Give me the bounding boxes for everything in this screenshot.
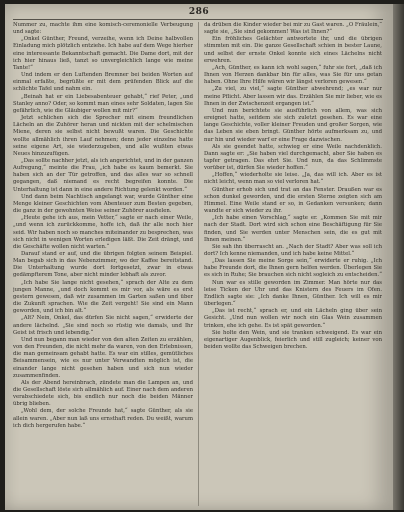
paragraph: „Ich habe einen Vorschlag,“ sagte er. „Kommen Sie mit mir nach der Stadt. Dort wird sich schon eine Beschäftigung für Sie finden, und Sie werden unter Menschen sein, die es gut mit Ihnen meinen.“ (204, 215, 382, 243)
paragraph: „Ich habe Sie lange nicht gesehen,“ sprach der Alte zu dem jungen Manne, „und doch kommt es mir vor, als wäre es erst gestern gewesen, daß wir zusammen im Garten saßen und über die Zukunft sprachen. Wie die Zeit vergeht! Sie sind ein Mann geworden, und ich bin alt.“ (13, 279, 193, 315)
book-spine (393, 4, 404, 510)
paragraph: „Wohl dem, der solche Freunde hat,“ sagte Günther, als sie allein waren. „Aber nun laß uns ernsthaft reden. Du weißt, warum ich dich hergerufen habe.“ (13, 408, 193, 429)
paragraph: Sie sah ihn überrascht an. „Nach der Stadt? Aber was soll ich dort? Ich kenne niemanden, und ich habe keine Mittel.“ (204, 243, 382, 257)
paragraph: Darauf stand er auf, und die übrigen folgten seinem Beispiel. Man begab sich in das Nebenzimmer, wo der Kaffee bereitstand. Die Unterhaltung wurde dort fortgesetzt, zwar in etwas gedämpfterem Tone, aber nicht minder lebhaft als zuvor. (13, 251, 193, 279)
paragraph: „Onkel Günther, Freund, verzeihe, wenn ich Deine halbvollen Einladung mich plötzlich entziehe. Ich habe auf dem Wege hierher eine interessante Bekanntschaft gemacht. Die Dame dort, mit der ich hier hinaus ließ, tanzt so unvergleichlich lange wie meine Tante!“ (13, 36, 193, 71)
paragraph: Nummer zu, machte ihm eine komisch-ceremonielle Verbeugung und sagte: (13, 22, 193, 36)
paragraph: Nun war es stille geworden im Zimmer. Man hörte nur das leise Ticken der Uhr und das Knistern des Feuers im Ofen. Endlich sagte sie: „Ich danke Ihnen, Günther. Ich will es mir überlegen.“ (204, 279, 382, 308)
paragraph: Sie holte den Wein, und sie tranken schweigend. Es war ein eigenartiger Augenblick, feierlich und still zugleich; keiner von beiden wollte das Schweigen brechen. (204, 329, 382, 351)
paragraph: Und dann beim Nachtisch angelangt war, wurde Günther eine Menge kleiner Geschichten vom Abenteuer zum Besten gegeben, die ganz in der gewohnten Weise seiner Zuhörer ausfielen. (13, 193, 193, 215)
paragraph: „Beinah hat er ein Liebesabenteuer gehabt,“ rief Peter, „und Stanley anno? Oder, so kommt man eines sehr Soldaten, lagen Sie gefährlich, wie die Gläubiger wollen mit mir?“ (13, 93, 193, 114)
left-column (13, 22, 193, 508)
paragraph: „Das sollte nachher jetzt, als ich angerichtet, und in der ganzen Aufregung,“ meinte die Frau, „ich habe es kaum bemerkt. Sie haben sich an der Tür getroffen, und das alles war so schnell gegangen, daß niemand es recht begreifen konnte. Die Unterhaltung ist dann in eine andere Richtung gelenkt worden.“ (13, 157, 193, 193)
paragraph: da drüben die Kinder wieder bei mir zu Gast waren. „O Fräulein,“ sagte sie, „Sie sind gekommen! Was ist Ihnen?“ (204, 22, 382, 36)
paragraph: Und indem er den Luftenden Bremner bei beiden Worten auf einmal erfaßte, begrüßte er mit dem prüfenden Blick auf die schlichte Tafel und nahm ein. (13, 72, 193, 93)
right-column (204, 22, 382, 508)
paragraph: „Hoffen,“ wiederholte sie leise. „Ja, das will ich. Aber es ist nicht leicht, wenn man so viel verloren hat.“ (204, 172, 382, 186)
paragraph: Ein fröhliches Gelächter antwortete ihr, und die übrigen stimmten mit ein. Die ganze Gesellschaft schien in bester Laune, und selbst der ernste Onkel konnte sich eines Lächelns nicht erwehren. (204, 36, 382, 64)
paragraph: Und nun berichtete sie ausführlich von allem, was sich ereignet hatte, seitdem sie sich zuletzt gesehen. Es war eine lange Geschichte, voller kleiner Freuden und großer Sorgen, wie das Leben sie eben bringt. Günther hörte aufmerksam zu, und nur hin und wieder warf er eine Frage dazwischen. (204, 107, 382, 143)
paragraph: „Ach, Günther, es kann ich wohl sagen,“ fuhr sie fort, „daß ich Ihnen von Herzen dankbar bin für alles, was Sie für uns getan haben. Ohne Ihre Hilfe wären wir längst verloren gewesen.“ (204, 64, 382, 86)
paragraph: Und nun begann man wieder von den alten Zeiten zu erzählen, von den Freunden, die nicht mehr da waren, von den Erlebnissen, die man gemeinsam gehabt hatte. Es war ein stilles, gemütliches Beisammensein, wie es nur unter Verwandten möglich ist, die einander lange nicht gesehen haben und sich nun wieder zusammenfinden. (13, 336, 193, 379)
paragraph: „Das ist recht,“ sprach er, und ein Lächeln ging über sein Gesicht. „Und nun wollen wir noch ein Glas Wein zusammen trinken, ehe ich gehe. Es ist spät geworden.“ (204, 308, 382, 329)
page-number: 286 (188, 7, 210, 17)
book-page (5, 4, 393, 510)
paragraph: „Das lassen Sie meine Sorge sein,“ erwiderte er ruhig. „Ich habe Freunde dort, die Ihnen gern helfen werden. Überlegen Sie es sich in Ruhe; Sie brauchen sich nicht sogleich zu entscheiden.“ (204, 258, 382, 279)
paragraph: „Zu viel, zu viel,“ sagte Günther abwehrend; „es war nur meine Pflicht. Aber lassen wir das. Erzählen Sie mir lieber, wie es Ihnen in der Zwischenzeit ergangen ist.“ (204, 86, 382, 107)
paragraph: Jetzt schlichen sich die Sprecher mit einem freundlichen Lächeln an die Zuhörer heran und nickten mit der schelmischen Miene, deren sie selbst nicht bewußt waren. Die Geschichte wollte allmählich ihren Lauf nehmen; denn jeder einzelne hatte seine eigene Art, sie wiederzugeben, und alle wußten etwas Neues hinzuzufügen. (13, 115, 193, 157)
header-rule (13, 19, 383, 20)
paragraph: „Heute gehe ich aus, mein Vetter,“ sagte er nach einer Weile, „und wenn ich zurückkomme, hoffe ich, daß ihr alle noch hier seid. Wir haben noch so manches miteinander zu besprechen, was sich nicht in wenigen Worten erledigen läßt. Die Zeit drängt, und die Geschäfte wollen nicht warten.“ (13, 215, 193, 250)
paragraph: Als sie geendet hatte, schwieg er eine Weile nachdenklich. Dann sagte er: „Sie haben viel durchgemacht, aber Sie haben es tapfer getragen. Das ehrt Sie. Und nun, da das Schlimmste vorüber ist, dürfen Sie wieder hoffen.“ (204, 143, 382, 172)
paragraph: „Alt? Nein, Onkel, das dürfen Sie nicht sagen,“ erwiderte der andere lächelnd. „Sie sind noch so rüstig wie damals, und Ihr Geist ist frisch und lebendig.“ (13, 315, 193, 336)
paragraph: Als der Abend hereinbrach, zündete man die Lampen an, und die Gesellschaft löste sich allmählich auf. Einer nach dem anderen verabschiedete sich, bis endlich nur noch die beiden Männer übrig blieben. (13, 379, 193, 408)
column-divider (198, 22, 199, 506)
paragraph: Günther erhob sich und trat an das Fenster. Draußen war es schon dunkel geworden, und die ersten Sterne zeigten sich am Himmel. Eine Weile stand er so, in Gedanken versunken; dann wandte er sich wieder zu ihr. (204, 186, 382, 215)
